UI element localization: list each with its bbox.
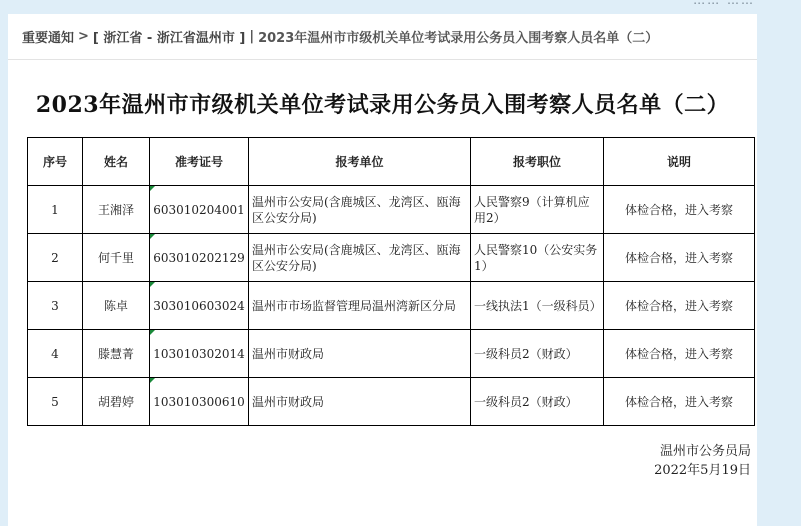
- cell-ticket: [150, 378, 249, 426]
- cell-note: 体检合格，进入考察: [604, 186, 755, 234]
- top-strip: [0, 0, 801, 12]
- breadcrumb: [8, 14, 757, 60]
- cell-unit: 温州市财政局: [249, 378, 471, 426]
- signature-block: [654, 442, 751, 480]
- signature-date: 2022年5月19日: [654, 463, 751, 478]
- cell-unit: 温州市财政局: [249, 330, 471, 378]
- cell-unit: 温州市市场监督管理局温州湾新区分局: [249, 282, 471, 330]
- top-strip-text: …… ……: [693, 0, 755, 7]
- header-ticket: 准考证号: [150, 138, 249, 186]
- cell-ticket: [150, 234, 249, 282]
- cell-unit: 温州市公安局(含鹿城区、龙湾区、瓯海区公安分局): [249, 186, 471, 234]
- breadcrumb-pipe: |: [249, 29, 255, 44]
- page-title: 2023年温州市市级机关单位考试录用公务员入围考察人员名单（二）: [35, 92, 730, 118]
- cell-no: 5: [28, 378, 83, 426]
- breadcrumb-region-link[interactable]: [ 浙江省 - 浙江省温州市 ]: [92, 31, 246, 46]
- breadcrumb-arrow: >: [78, 29, 89, 44]
- cell-name: 陈卓: [83, 282, 150, 330]
- breadcrumb-section-link[interactable]: 重要通知: [22, 31, 75, 46]
- table-row: [28, 234, 755, 282]
- table-row: [28, 330, 755, 378]
- cell-ticket: [150, 330, 249, 378]
- cell-no: 3: [28, 282, 83, 330]
- candidate-table: [27, 137, 755, 426]
- cell-ticket-text: 303010603024: [153, 298, 245, 313]
- cell-marker-icon: [150, 378, 155, 383]
- cell-note: 体检合格，进入考察: [604, 378, 755, 426]
- header-note: 说明: [604, 138, 755, 186]
- cell-ticket-text: 103010300610: [153, 394, 245, 409]
- cell-position: 人民警察9（计算机应用2）: [471, 186, 604, 234]
- cell-position: 人民警察10（公安实务1）: [471, 234, 604, 282]
- cell-unit: 温州市公安局(含鹿城区、龙湾区、瓯海区公安分局): [249, 234, 471, 282]
- cell-position: 一级科员2（财政）: [471, 330, 604, 378]
- content-panel: [8, 14, 757, 526]
- cell-ticket: [150, 186, 249, 234]
- cell-marker-icon: [150, 330, 155, 335]
- signature-org: 温州市公务员局: [659, 444, 751, 459]
- cell-ticket-text: 603010204001: [153, 202, 245, 217]
- cell-no: 2: [28, 234, 83, 282]
- cell-name: 何千里: [83, 234, 150, 282]
- breadcrumb-article: 2023年温州市市级机关单位考试录用公务员入围考察人员名单（二）: [258, 31, 659, 46]
- cell-position: 一线执法1（一级科员）: [471, 282, 604, 330]
- table-row: [28, 378, 755, 426]
- header-name: 姓名: [83, 138, 150, 186]
- cell-note: 体检合格，进入考察: [604, 330, 755, 378]
- cell-marker-icon: [150, 234, 155, 239]
- cell-no: 4: [28, 330, 83, 378]
- header-no: 序号: [28, 138, 83, 186]
- cell-marker-icon: [150, 186, 155, 191]
- table-header-row: [28, 138, 755, 186]
- cell-position: 一级科员2（财政）: [471, 378, 604, 426]
- cell-name: 滕慧菁: [83, 330, 150, 378]
- cell-name: 胡碧婷: [83, 378, 150, 426]
- cell-no: 1: [28, 186, 83, 234]
- cell-ticket-text: 103010302014: [153, 346, 245, 361]
- cell-marker-icon: [150, 282, 155, 287]
- cell-note: 体检合格，进入考察: [604, 282, 755, 330]
- cell-name: 王湘泽: [83, 186, 150, 234]
- cell-ticket: [150, 282, 249, 330]
- table-row: [28, 186, 755, 234]
- cell-ticket-text: 603010202129: [153, 250, 245, 265]
- header-unit: 报考单位: [249, 138, 471, 186]
- table-row: [28, 282, 755, 330]
- cell-note: 体检合格，进入考察: [604, 234, 755, 282]
- header-position: 报考职位: [471, 138, 604, 186]
